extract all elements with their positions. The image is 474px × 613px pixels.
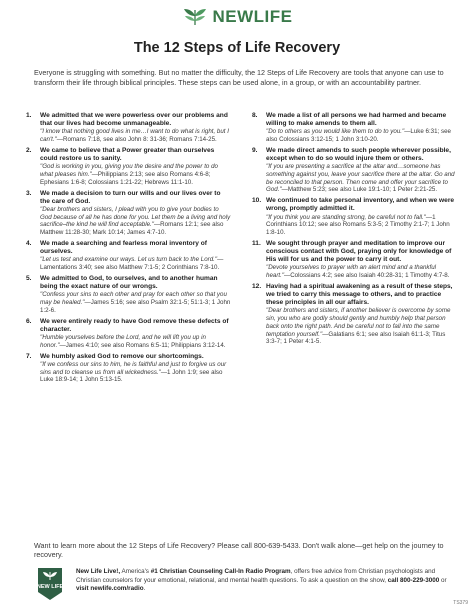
step-heading: We admitted that we were powerless over our problems and that our lives had become unmanageable. [40,112,228,128]
step-verse [40,291,231,314]
call-to-action: Want to learn more about the 12 Steps of Life Recovery? Please call 800-639-5433. Don't walk alone—get help on the journey to recovery. [34,541,444,560]
step-heading: We made a searching and fearless moral inventory of ourselves. [40,240,207,256]
step-heading: We came to believe that a Power greater than ourselves could restore us to sanity. [40,146,215,163]
step-reference: —Matthew 5:23; see also Luke 19:1-10; 1 Peter 2:21-25. [281,186,438,194]
step-item [252,240,457,280]
step-number: 5. [26,275,32,283]
steps-column-right [252,112,457,349]
step-quote: "God is working in you, giving you the desire and the power to do what pleases him." [40,163,218,178]
step-heading: Having had a spiritual awakening as a result of these steps, we tried to carry this message to others, and to practice these principles in all our affairs. [266,283,453,307]
step-item [26,318,231,350]
step-heading: We made direct amends to such people wherever possible, except when to do so would injure them or others. [266,146,451,163]
step-quote: "I know that nothing good lives in me…I want to do what is right, but I can't." [40,128,229,143]
step-verse [40,128,231,143]
step-heading: We sought through prayer and meditation to improve our conscious contact with God, praying only for knowledge of His will for us and the power to carry it out. [266,240,452,264]
step-reference: —Galatians 6:1; see also Isaiah 61:1-3; Titus 3:3-7; 1 Peter 4:1-5. [266,330,446,346]
step-number: 3. [26,189,32,197]
step-item [252,147,457,194]
step-verse [266,163,457,194]
step-number: 1. [26,112,32,119]
step-reference: —1 Corinthians 10:12; see also Romans 5:3-5; 2 Timothy 2:1-7; 1 John 1:8-10. [266,213,450,236]
promo-text-part: . [143,585,146,593]
promo-text-part: America's [120,568,151,575]
show-highlight: #1 Christian Counseling Call-In Radio Program [150,568,291,575]
step-quote: "Dear brothers and sisters, if another believer is overcome by some sin, you who are godly should gently and humbly help that person back onto the right path. And be careful not to fall into the same temptation yourself." [266,307,451,338]
step-quote: "If you think you are standing strong, be careful not to fall." [266,213,426,221]
step-number: 7. [26,352,32,360]
step-heading: We were entirely ready to have God remove these defects of character. [40,317,229,333]
step-number: 12. [252,283,262,291]
step-item [252,112,457,144]
step-item [26,240,231,272]
show-name: New Life Live!, [76,568,121,575]
step-number: 8. [252,112,258,119]
step-quote: "If we confess our sins to him, he is faithful and just to forgive us our sins and to cleanse us from all wickedness." [40,360,227,376]
step-quote: "Humble yourselves before the Lord, and he will lift you up in honor." [40,333,206,349]
step-item [252,197,457,236]
step-number: 10. [252,197,262,205]
leaf-logo-icon [182,8,208,26]
step-verse [266,307,457,346]
step-heading: We continued to take personal inventory, and when we were wrong, promptly admitted it. [266,197,455,213]
step-number: 11. [252,240,261,248]
step-verse [40,206,231,237]
step-item [26,275,231,314]
promo-text-part: , offers free advice from Christian psychologists and Christian counselors for your emotional, relational, and mental health questions. To ask a question on the show, [76,568,436,584]
intro-paragraph: Everyone is struggling with something. But no matter the difficulty, the 12 Steps of Life Recovery are tools that anyone can use to transform their life through biblical principles. These steps can be used alone, in a group, or with an accountability partner. [34,68,444,87]
step-quote: "If you are presenting a sacrifice at the altar and…someone has something against you, leave your sacrifice there at the altar. Go and be reconciled to that person. Then come and offer your sacrifice to God." [266,163,455,194]
step-reference: —James 5:16; see also Psalm 32:1-5; 51:1-3; 1 John 1:2-6. [40,298,231,314]
step-item [26,147,231,186]
step-item [252,283,457,346]
step-verse [40,334,231,349]
step-heading: We humbly asked God to remove our shortcomings. [40,352,204,360]
radio-promo [36,566,456,606]
step-verse [40,163,231,186]
step-reference: —Luke 6:31; see also Colossians 3:12-15; 1 John 3:10-20. [266,128,451,143]
step-item [26,353,231,384]
website-link[interactable]: visit newlife.com/radio [76,585,144,593]
call-number-link[interactable]: call 800-229-3000 [387,576,440,584]
step-item [26,112,231,144]
promo-text-part: or [439,576,447,584]
radio-promo-text [76,568,456,594]
badge-text: NEW LIFE [36,584,64,590]
step-quote: "Dear brothers and sisters, I plead with you to give your bodies to God because of all he has done for you. Let them be a living and holy sacrifice–the kind he will find acceptable." [40,205,231,229]
step-reference: —James 4:10; see also Romans 6:5-11; Philippians 3:12-14. [59,341,226,349]
step-quote: "Confess your sins to each other and pray for each other so that you may be healed." [40,291,227,306]
step-quote: "Devote yourselves to prayer with an alert mind and a thankful heart." [266,264,437,280]
step-verse [40,256,231,271]
step-verse [266,264,457,279]
step-reference: —Colossians 4:2; see also Isaiah 40:28-31; 1 Timothy 4:7-8. [284,272,450,280]
document-code: TS379 [453,600,468,606]
step-verse [266,214,457,237]
step-reference: —Philippians 2:13; see also Romans 4:6-8; Ephesians 1:6-8; Colossians 1:21-22; Hebrews 11:1-10. [40,170,211,186]
step-heading: We admitted to God, to ourselves, and to another human being the exact nature of our wrongs. [40,275,218,291]
step-item [26,190,231,237]
step-number: 2. [26,146,32,154]
newlife-badge-logo [36,566,64,602]
step-number: 4. [26,240,32,248]
step-verse [266,128,457,143]
step-quote: "Do to others as you would like them to do to you." [266,128,405,136]
steps-column-left [26,112,231,387]
page-title: The 12 Steps of Life Recovery [133,40,341,56]
brand-name: NEWLIFE [212,7,293,26]
brand-header [0,6,474,28]
step-number: 9. [252,146,258,154]
step-reference: —Lamentations 3:40; see also Matthew 7:1-5; 2 Corinthians 7:8-10. [40,256,224,271]
step-reference: —Romans 7:18, see also John 8: 31-36; Romans 7:14-25. [56,135,217,143]
step-reference: —Romans 12:1; see also Matthew 11:28-30; Mark 10:14; James 4:7-10. [40,221,224,236]
step-verse [40,361,231,384]
step-heading: We made a decision to turn our wills and our lives over to the care of God. [40,189,221,205]
step-quote: "Let us test and examine our ways. Let us turn back to the Lord." [40,256,218,264]
step-reference: —1 John 1:9; see also Luke 18:9-14; 1 John 5:13-15. [40,368,223,384]
step-heading: We made a list of all persons we had harmed and became willing to make amends to them all. [266,112,447,128]
step-number: 6. [26,317,32,325]
